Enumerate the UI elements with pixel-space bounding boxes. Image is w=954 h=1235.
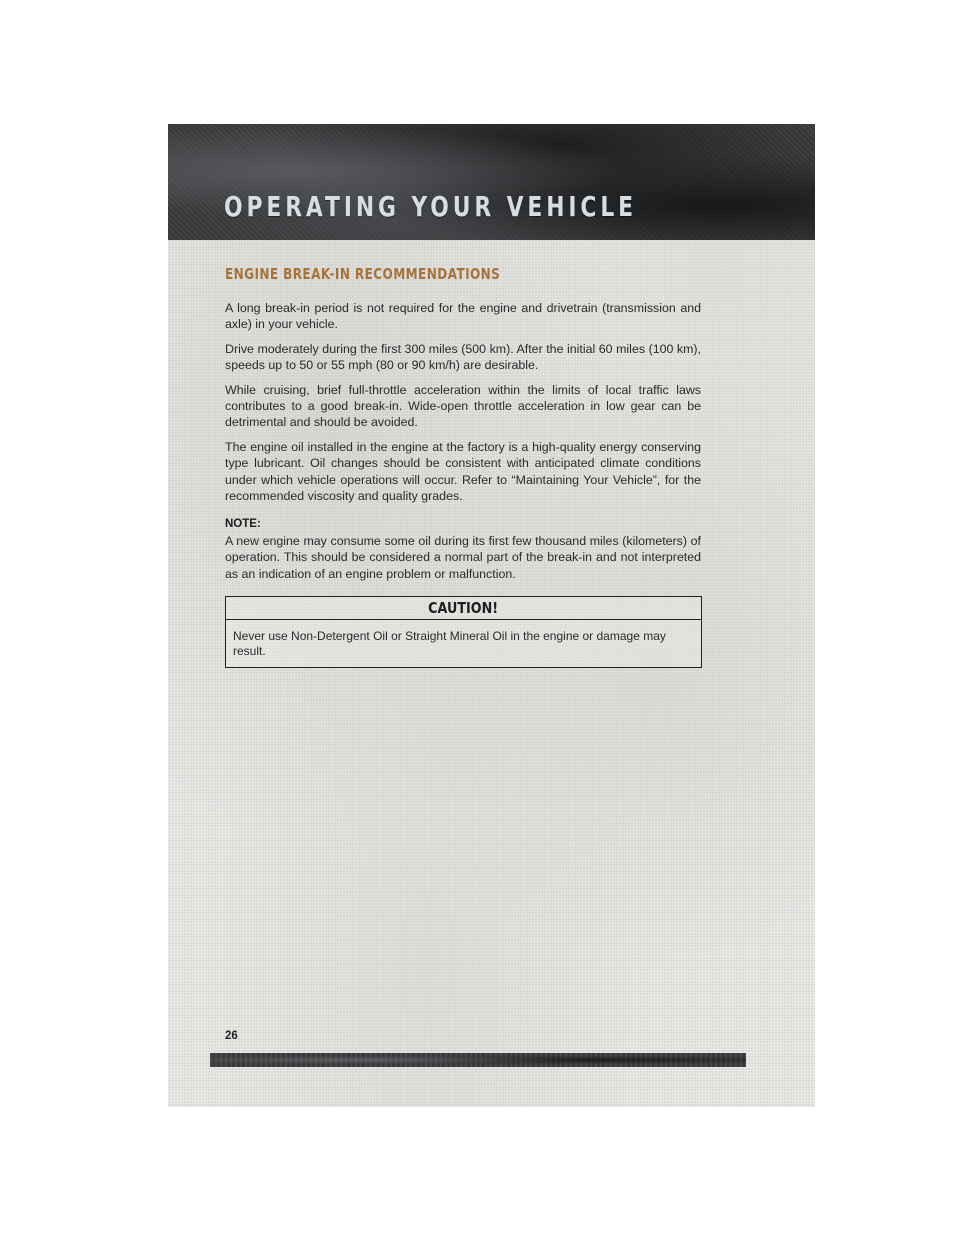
page-number: 26 [225, 1030, 238, 1042]
caution-text: Never use Non-Detergent Oil or Straight Mineral Oil in the engine or damage may result. [233, 629, 666, 659]
chapter-title: OPERATING YOUR VEHICLE [224, 190, 637, 223]
footer-bar [210, 1053, 746, 1067]
paragraph-breakin-period: A long break-in period is not required for the engine and drivetrain (transmission and axle) in your vehicle. [225, 301, 701, 332]
caution-box [225, 596, 702, 668]
header-band [168, 124, 815, 240]
caution-title-text: CAUTION! [428, 599, 499, 618]
note-text: A new engine may consume some oil during its first few thousand miles (kilometers) of operation. This should be considered a normal part of the break-in and not interpreted as an indication of an engine problem or malfunction. [225, 533, 701, 581]
caution-title [226, 597, 701, 620]
section-heading: ENGINE BREAK-IN RECOMMENDATIONS [225, 265, 501, 283]
manual-page [168, 124, 815, 1107]
note-label: NOTE: [225, 518, 261, 531]
paragraph-cruising: While cruising, brief full-throttle acceleration within the limits of local traffic laws contributes to a good break-in. Wide-open throttle acceleration in low gear can be detrimental and should be avoided. [225, 382, 701, 430]
paragraph-drive-moderately: Drive moderately during the first 300 miles (500 km). After the initial 60 miles (100 km), speeds up to 50 or 55 mph (80 or 90 km/h) are desirable. [225, 341, 701, 373]
paragraph-engine-oil: The engine oil installed in the engine at the factory is a high-quality energy conserving type lubricant. Oil changes should be consistent with anticipated climate conditions under which vehicle operations will occur. Refer to “Maintaining Your Vehicle”, for the recommended viscosity and quality grades. [225, 439, 701, 504]
page-content [225, 266, 701, 668]
